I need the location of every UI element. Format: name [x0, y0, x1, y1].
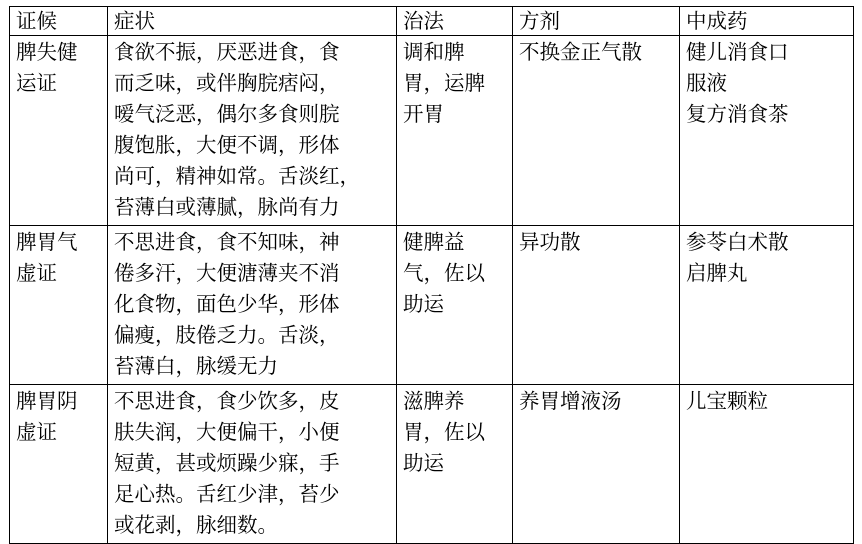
medicine-cell: 健儿消食口 服液 复方消食茶 [680, 36, 854, 226]
medicine-cell: 参苓白术散 启脾丸 [680, 226, 854, 385]
formula-cell: 养胃增液汤 [513, 385, 680, 544]
table-row [10, 36, 854, 226]
table-row [10, 226, 854, 385]
formula-cell: 不换金正气散 [513, 36, 680, 226]
method-cell: 调和脾 胃，运脾 开胃 [397, 36, 513, 226]
header-method: 治法 [397, 7, 513, 36]
symptoms-cell: 食欲不振，厌恶进食，食 而乏味，或伴胸脘痞闷， 嗳气泛恶，偶尔多食则脘 腹饱胀，大便不调，形体 尚可，精神如常。舌淡红， 苔薄白或薄腻，脉尚有力 [108, 36, 397, 226]
syndrome-cell: 脾胃气 虚证 [10, 226, 108, 385]
method-cell: 健脾益 气，佐以 助运 [397, 226, 513, 385]
symptoms-cell: 不思进食，食少饮多，皮 肤失润，大便偏干，小便 短黄，甚或烦躁少寐，手 足心热。舌红少津，苔少 或花剥，脉细数。 [108, 385, 397, 544]
syndrome-cell: 脾失健 运证 [10, 36, 108, 226]
syndrome-treatment-table [9, 6, 854, 544]
table-header-row [10, 7, 854, 36]
header-formula: 方剂 [513, 7, 680, 36]
medicine-cell: 儿宝颗粒 [680, 385, 854, 544]
symptoms-cell: 不思进食，食不知味，神 倦多汗，大便溏薄夹不消 化食物，面色少华，形体 偏瘦，肢倦乏力。舌淡， 苔薄白，脉缓无力 [108, 226, 397, 385]
table-row [10, 385, 854, 544]
header-symptoms: 症状 [108, 7, 397, 36]
syndrome-cell: 脾胃阴 虚证 [10, 385, 108, 544]
header-syndrome: 证候 [10, 7, 108, 36]
formula-cell: 异功散 [513, 226, 680, 385]
header-medicine: 中成药 [680, 7, 854, 36]
method-cell: 滋脾养 胃，佐以 助运 [397, 385, 513, 544]
